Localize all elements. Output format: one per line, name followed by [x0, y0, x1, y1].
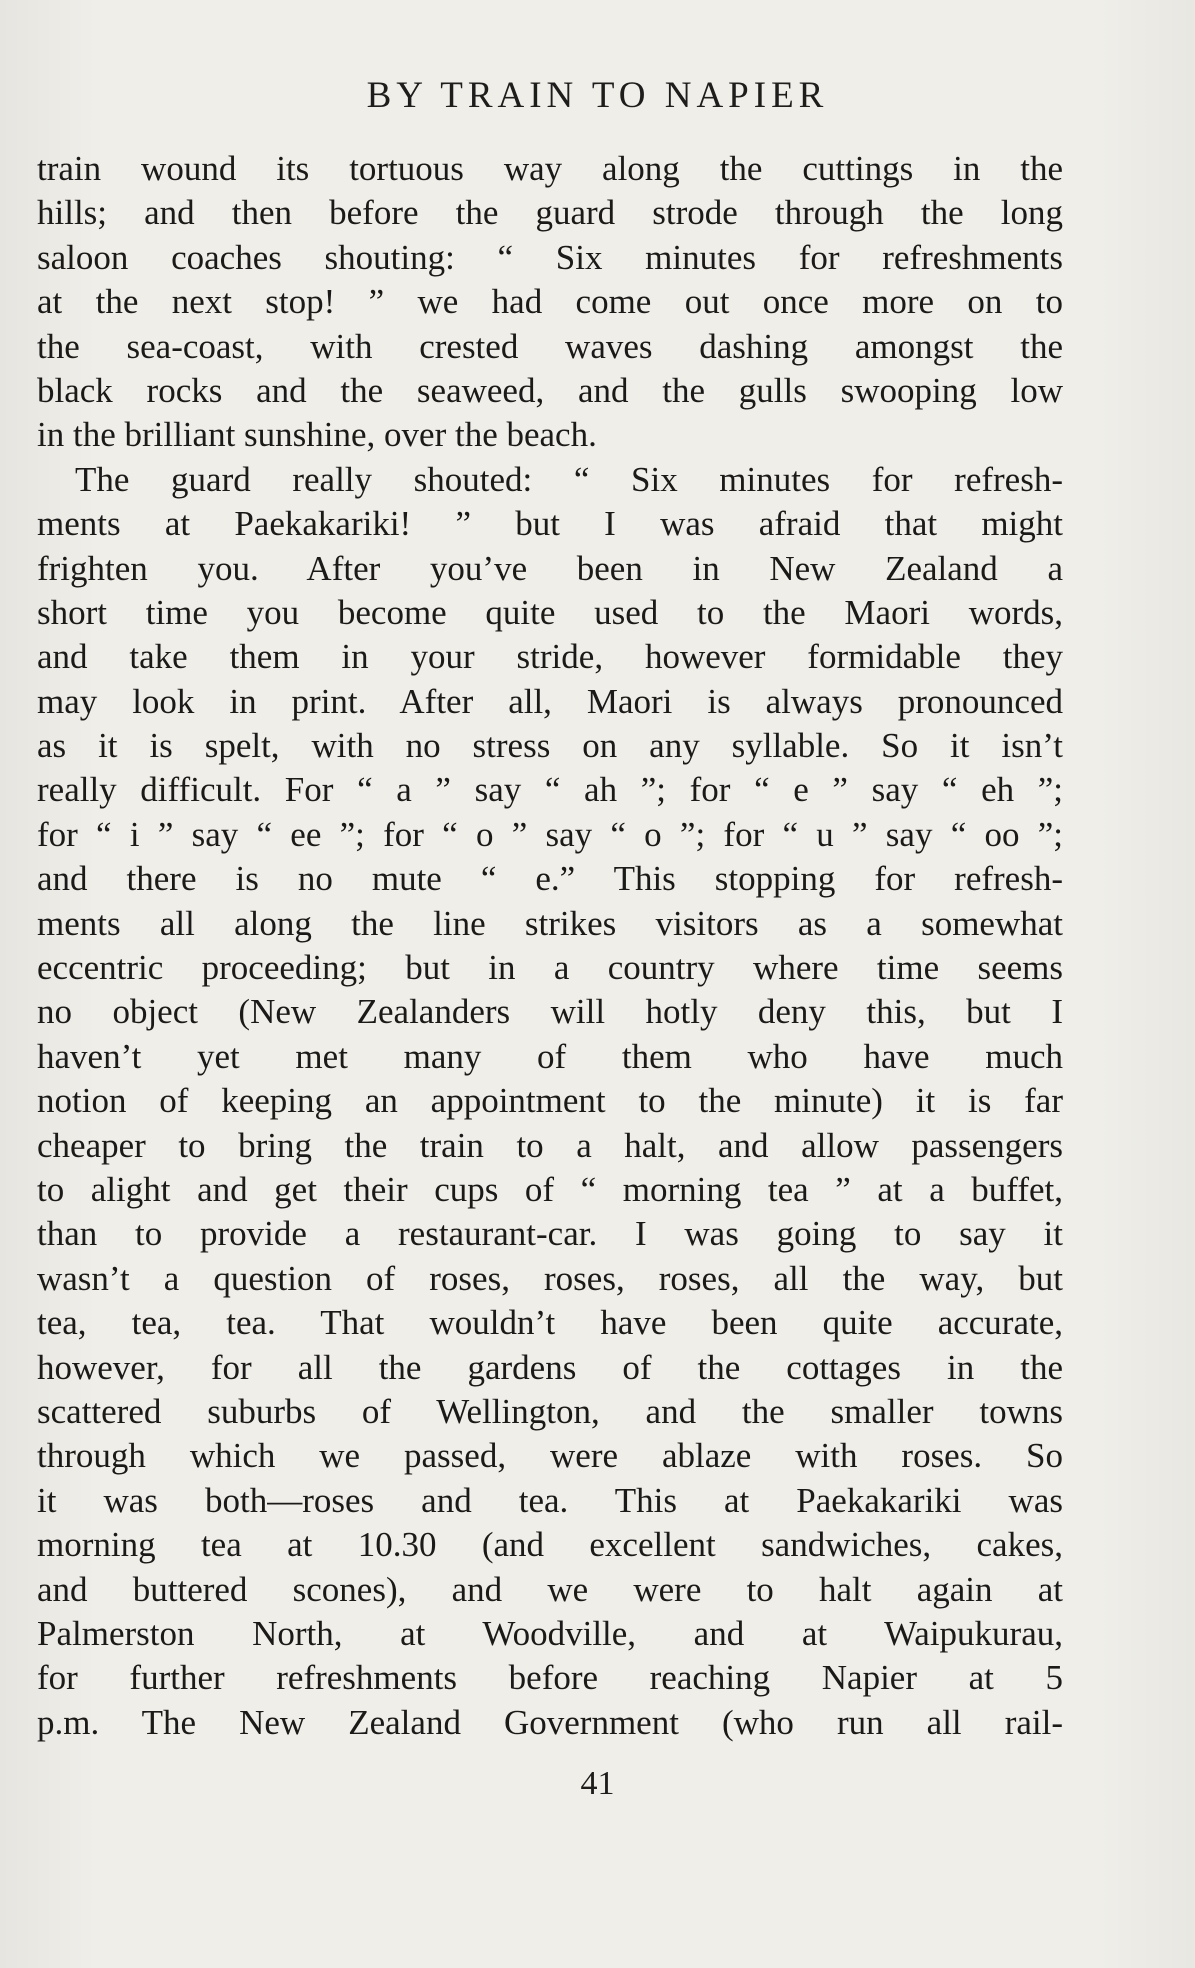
text-line: however, for all the gardens of the cottages in the	[37, 1347, 1063, 1387]
text-line: black rocks and the seaweed, and the gulls swooping low	[37, 370, 1063, 410]
page-number: 41	[580, 1765, 615, 1802]
text-line: for “ i ” say “ ee ”; for “ o ” say “ o ”; for “ u ” say “ oo ”;	[37, 814, 1063, 854]
text-line: at the next stop! ” we had come out once more on to	[37, 282, 1063, 322]
text-line: through which we passed, were ablaze with roses. So	[37, 1436, 1063, 1476]
text-line: morning tea at 10.30 (and excellent sandwiches, cakes,	[37, 1525, 1063, 1565]
text-line: no object (New Zealanders will hotly deny this, but I	[37, 992, 1063, 1032]
text-line: train wound its tortuous way along the cuttings in the	[37, 149, 1063, 188]
text-line: may look in print. After all, Maori is always pronounced	[37, 681, 1063, 721]
text-line: ments at Paekakariki! ” but I was afraid that might	[37, 504, 1063, 544]
text-line: notion of keeping an appointment to the minute) it is far	[37, 1081, 1063, 1121]
text-line: hills; and then before the guard strode through the long	[37, 193, 1063, 233]
text-line: than to provide a restaurant-car. I was going to say it	[37, 1214, 1063, 1254]
text-line: The guard really shouted: “ Six minutes for refresh-	[75, 459, 1063, 499]
text-line: eccentric proceeding; but in a country where time seems	[37, 948, 1063, 988]
text-line: Palmerston North, at Woodville, and at Waipukurau,	[37, 1613, 1063, 1653]
text-line: for further refreshments before reaching Napier at 5	[37, 1658, 1063, 1698]
text-line: and buttered scones), and we were to halt again at	[37, 1569, 1063, 1609]
running-head: BY TRAIN TO NAPIER	[366, 75, 829, 116]
text-line: as it is spelt, with no stress on any syllable. So it isn’t	[37, 726, 1063, 766]
text-line: saloon coaches shouting: “ Six minutes for refreshments	[37, 237, 1063, 277]
text-line: ments all along the line strikes visitors as a somewhat	[37, 903, 1063, 943]
text-line: scattered suburbs of Wellington, and the smaller towns	[37, 1391, 1063, 1431]
text-line: p.m. The New Zealand Government (who run all rail-	[37, 1702, 1063, 1742]
text-line: tea, tea, tea. That wouldn’t have been quite accurate,	[37, 1303, 1063, 1343]
text-line: haven’t yet met many of them who have much	[37, 1036, 1063, 1076]
text-line: it was both—roses and tea. This at Paekakariki was	[37, 1480, 1063, 1520]
text-line: to alight and get their cups of “ morning tea ” at a buffet,	[37, 1169, 1063, 1209]
text-line: the sea-coast, with crested waves dashing amongst the	[37, 326, 1063, 366]
text-line: really difficult. For “ a ” say “ ah ”; for “ e ” say “ eh ”;	[37, 770, 1063, 810]
text-line: short time you become quite used to the Maori words,	[37, 592, 1063, 632]
text-line: cheaper to bring the train to a halt, and allow passengers	[37, 1125, 1063, 1165]
body-text	[37, 147, 1063, 1745]
text-line: wasn’t a question of roses, roses, roses, all the way, but	[37, 1258, 1063, 1298]
text-line: and take them in your stride, however formidable they	[37, 637, 1063, 677]
text-line: in the brilliant sunshine, over the beach.	[37, 415, 597, 455]
text-line: and there is no mute “ e.” This stopping for refresh-	[37, 859, 1063, 899]
text-line: frighten you. After you’ve been in New Zealand a	[37, 548, 1063, 588]
